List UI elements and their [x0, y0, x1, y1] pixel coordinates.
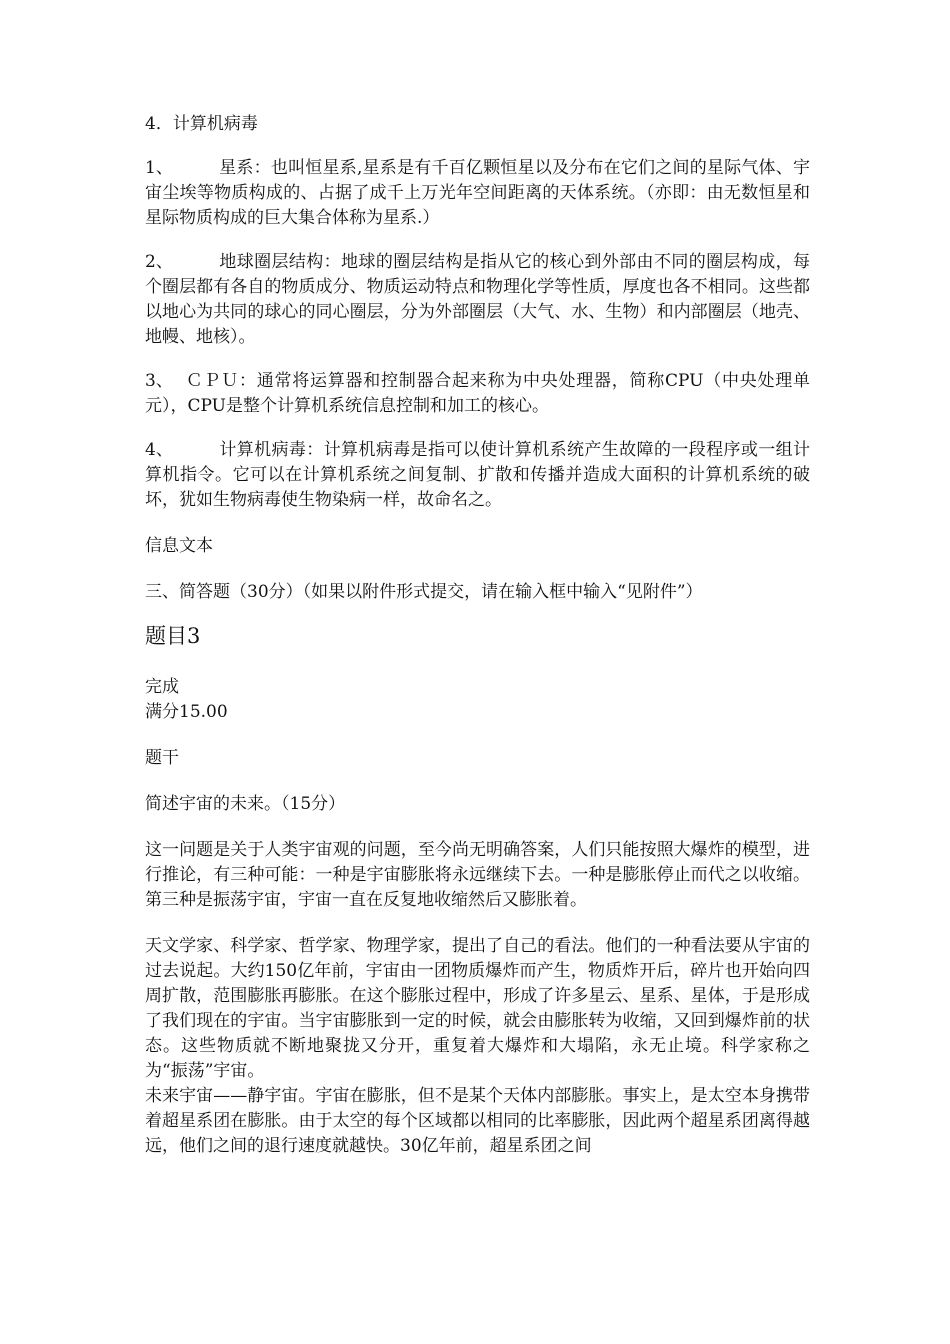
definition-number: 2、	[145, 252, 173, 272]
answer-paragraph: 天文学家、科学家、哲学家、物理学家，提出了自己的看法。他们的一种看法要从宇宙的过去说起。大约150亿年前，宇宙由一团物质爆炸而产生，物质炸开后，碎片也开始向四周扩散，范围膨胀再膨胀。在这个膨胀过程中，形成了许多星云、星系、星体，于是形成了我们现在的宇宙。当宇宙膨胀到一定的时候，就会由膨胀转为收缩，又回到爆炸前的状态。这些物质就不断地聚拢又分开，重复着大爆炸和大塌陷，永无止境。科学家称之为“振荡”宇宙。	[145, 936, 810, 1081]
question-score: 满分15.00	[145, 702, 228, 722]
question-title: 题目3	[145, 624, 201, 648]
answer-paragraph: 未来宇宙——静宇宙。宇宙在膨胀，但不是某个天体内部膨胀。事实上，是太空本身携带着超星系团在膨胀。由于太空的每个区域都以相同的比率膨胀，因此两个超星系团离得越远，他们之间的退行速度就越快。30亿年前，超星系团之间	[145, 1086, 810, 1156]
definition-paragraph	[145, 438, 810, 513]
definition-text: 地球圈层结构：地球的圈层结构是指从它的核心到外部由不同的圈层构成，每个圈层都有各自的物质成分、物质运动特点和物理化学等性质，厚度也各不相同。这些都以地心为共同的球心的同心圈层，分为外部圈层（大气、水、生物）和内部圈层（地壳、地幔、地核）。	[145, 252, 810, 347]
definition-number: 4、	[145, 440, 173, 460]
definition-paragraph	[145, 156, 810, 231]
definition-text: 星系：也叫恒星系,星系是有千百亿颗恒星以及分布在它们之间的星际气体、宇宙尘埃等物质构成的、占据了成千上万光年空间距离的天体系统。（亦即：由无数恒星和星际物质构成的巨大集合体称为星系.）	[145, 158, 810, 228]
document-page	[145, 112, 810, 1159]
definition-number: 1、	[145, 158, 173, 178]
answer-paragraph: 这一问题是关于人类宇宙观的问题，至今尚无明确答案，人们只能按照大爆炸的模型，进行推论，有三种可能：一种是宇宙膨胀将永远继续下去。一种是膨胀停止而代之以收缩。第三种是振荡宇宙，宇宙一直在反复地收缩然后又膨胀着。	[145, 840, 810, 910]
section-heading: 三、简答题（30分）（如果以附件形式提交，请在输入框中输入“见附件”）	[145, 582, 703, 602]
question-status: 完成	[145, 677, 179, 697]
term-heading: 4．计算机病毒	[145, 114, 258, 134]
question-stem-label: 题干	[145, 748, 179, 768]
definition-paragraph	[145, 369, 810, 419]
question-prompt: 简述宇宙的未来。（15分）	[145, 794, 346, 814]
definition-paragraph	[145, 250, 810, 350]
info-text-label: 信息文本	[145, 536, 213, 556]
definition-text: 计算机病毒：计算机病毒是指可以使计算机系统产生故障的一段程序或一组计算机指令。它可以在计算机系统之间复制、扩散和传播并造成大面积的计算机系统的破坏，犹如生物病毒使生物染病一样，故命名之。	[145, 440, 810, 510]
definition-text: ＣＰＵ：通常将运算器和控制器合起来称为中央处理器，简称CPU（中央处理单元），CPU是整个计算机系统信息控制和加工的核心。	[145, 371, 810, 416]
definition-number: 3、	[145, 371, 173, 391]
